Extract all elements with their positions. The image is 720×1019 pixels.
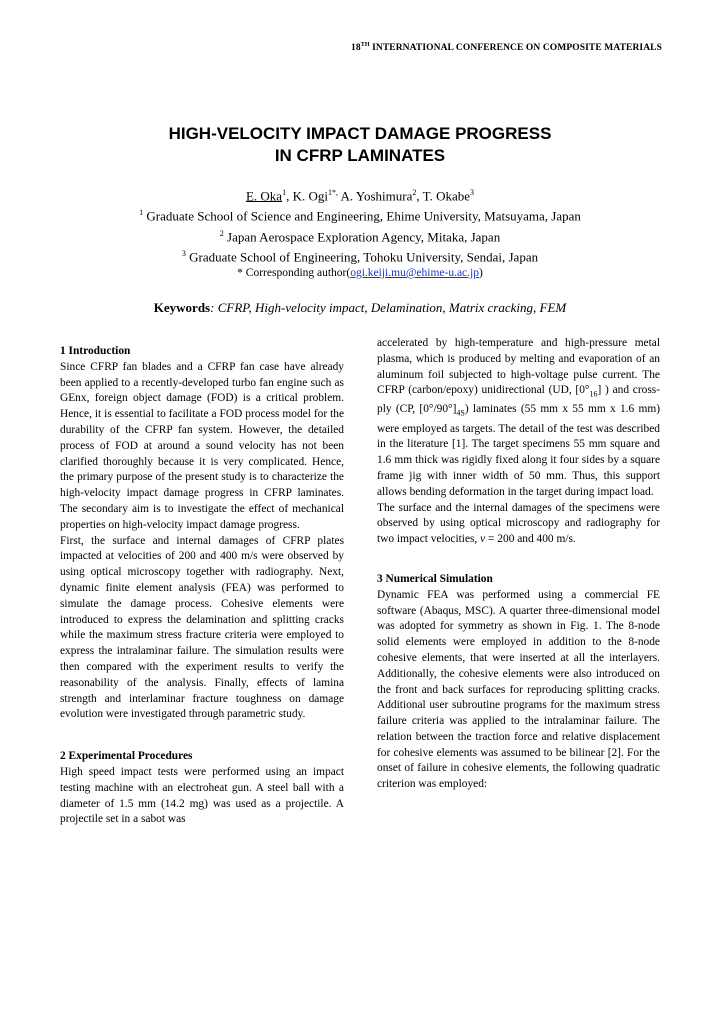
corresponding-author: * Corresponding author(ogi.keiji.mu@ehime-u.ac.jp): [237, 267, 483, 279]
affiliation-3: $^3$ Graduate School of Engineering, Tohoku University, Sendai, Japan: [181, 248, 539, 265]
paper-title: [0, 123, 720, 167]
author-yoshimura: A. Yoshimura: [337, 188, 413, 204]
author-ogi: , K. Ogi: [286, 188, 328, 204]
author-list: E. Oka$^1$, K. Ogi$^{1*,}$ A. Yoshimura$^2$, T. Okabe$^3$: [245, 188, 475, 204]
keywords-list: : CFRP, High-velocity impact, Delamination, Matrix cracking, FEM: [210, 300, 567, 315]
email-link[interactable]: ogi.keiji.mu@ehime-u.ac.jp: [350, 267, 479, 279]
experimental-heading: 2 Experimental Procedures: [60, 750, 193, 763]
keywords-label: Keywords: [153, 300, 211, 315]
introduction-paragraph-2: First, the surface and internal damages of CFRP plates impacted at velocities of 200 and 400 m/s were observed by using optical microscopy together with radiography. Next, dynamic finite element analysis (FEA) was performed to simulate the damage process. Cohesive elements were introduced to express the delamination and splitting cracks while the maximum stress fracture criteria were employed to express the intralaminar failure. The simulation results were then compared with the experiment results to verify the reasonability of the analysis. Finally, effects of lamina strength and interlaminar fracture toughness on damage evolution were investigated through parametric study.: [60, 534, 344, 721]
title-line-2: IN CFRP LAMINATES: [274, 146, 446, 165]
affiliation-2: $^2$ Japan Aerospace Exploration Agency, Mitaka, Japan: [219, 228, 501, 244]
numerical-paragraph-1: Dynamic FEA was performed using a commercial FE software (Abaqus, MSC). A quarter three-dimensional model was adopted for symmetry as shown in Fig. 1. The 8-node solid elements were employed in addition to the 8-node cohesive elements, that were inserted at all the interlayers. Additionally, the cohesive elements were also introduced on the front and back surfaces for reproducing splitting cracks. Additional user subroutine programs for the maximum stress failure criteria was applied to the intralaminar failure. The relation between the traction force and relative displacement for cohesive elements was assumed to be bilinear [2]. For the onset of failure in cohesive elements, the following quadratic criterion was employed:: [377, 588, 660, 791]
affiliation-1: $^1$ Graduate School of Science and Engineering, Ehime University, Matsuyama, Japan: [139, 208, 581, 224]
experimental-paragraph-3: The surface and the internal damages of the specimens were observed by using optical microscopy and radiography for two impact velocities, v = 200 and 400 m/s.: [377, 501, 660, 546]
right-column: [377, 336, 660, 793]
introduction-heading: 1 Introduction: [60, 345, 131, 357]
author-okabe: , T. Okabe: [416, 188, 471, 204]
numerical-heading: 3 Numerical Simulation: [377, 572, 493, 585]
experimental-paragraph-2: accelerated by high-temperature and high-pressure metal plasma, which is produced by melting and evaporation of an aluminum foil subjected to high-voltage pulse current. The CFRP (carbon/epoxy) unidirectional (UD, $[0^\circ_{16}]$ ) and cross-ply (CP, $[0^\circ/90^\circ]_{4S}$) laminates (55 mm x 55 mm x 1.6 mm) were employed as targets. The detail of the test was described in the literature [1]. The target specimens 55 mm square and 1.6 mm thick was rigidly fixed along it four sides by a square frame jig with inner width of 50 mm. Thus, this support allows bending deformation in the target during impact load.: [377, 337, 660, 498]
left-column: [60, 344, 344, 828]
title-line-1: HIGH-VELOCITY IMPACT DAMAGE PROGRESS: [168, 124, 552, 143]
experimental-paragraph-1: High speed impact tests were performed using an impact testing machine with an electroheat gun. A steel ball with a diameter of 1.5 mm (14.2 mg) was used as a projectile. A projectile set in a sabot was: [60, 765, 344, 826]
conference-header: 18TH INTERNATIONAL CONFERENCE ON COMPOSITE MATERIALS: [351, 42, 662, 54]
keywords: [0, 300, 720, 316]
author-block: [0, 184, 720, 265]
introduction-paragraph-1: Since CFRP fan blades and a CFRP fan case have already been applied to a recently-developed turbo fan engine such as GEnx, foreign object damage (FOD) is a critical problem. Hence, it is essential to facilitate a FOD process model for the durability of the CFRP fan system. However, the detailed process of FOD at around a sound velocity has not been clarified thoroughly because it is very complicated. Hence, the primary purpose of the present study is to characterize the high-velocity impact damage progress in CFRP laminates. The secondary aim is to investigate the effect of mechanical properties on high-velocity impact damage progress.: [60, 360, 344, 531]
author-oka: E. Oka: [245, 188, 283, 204]
